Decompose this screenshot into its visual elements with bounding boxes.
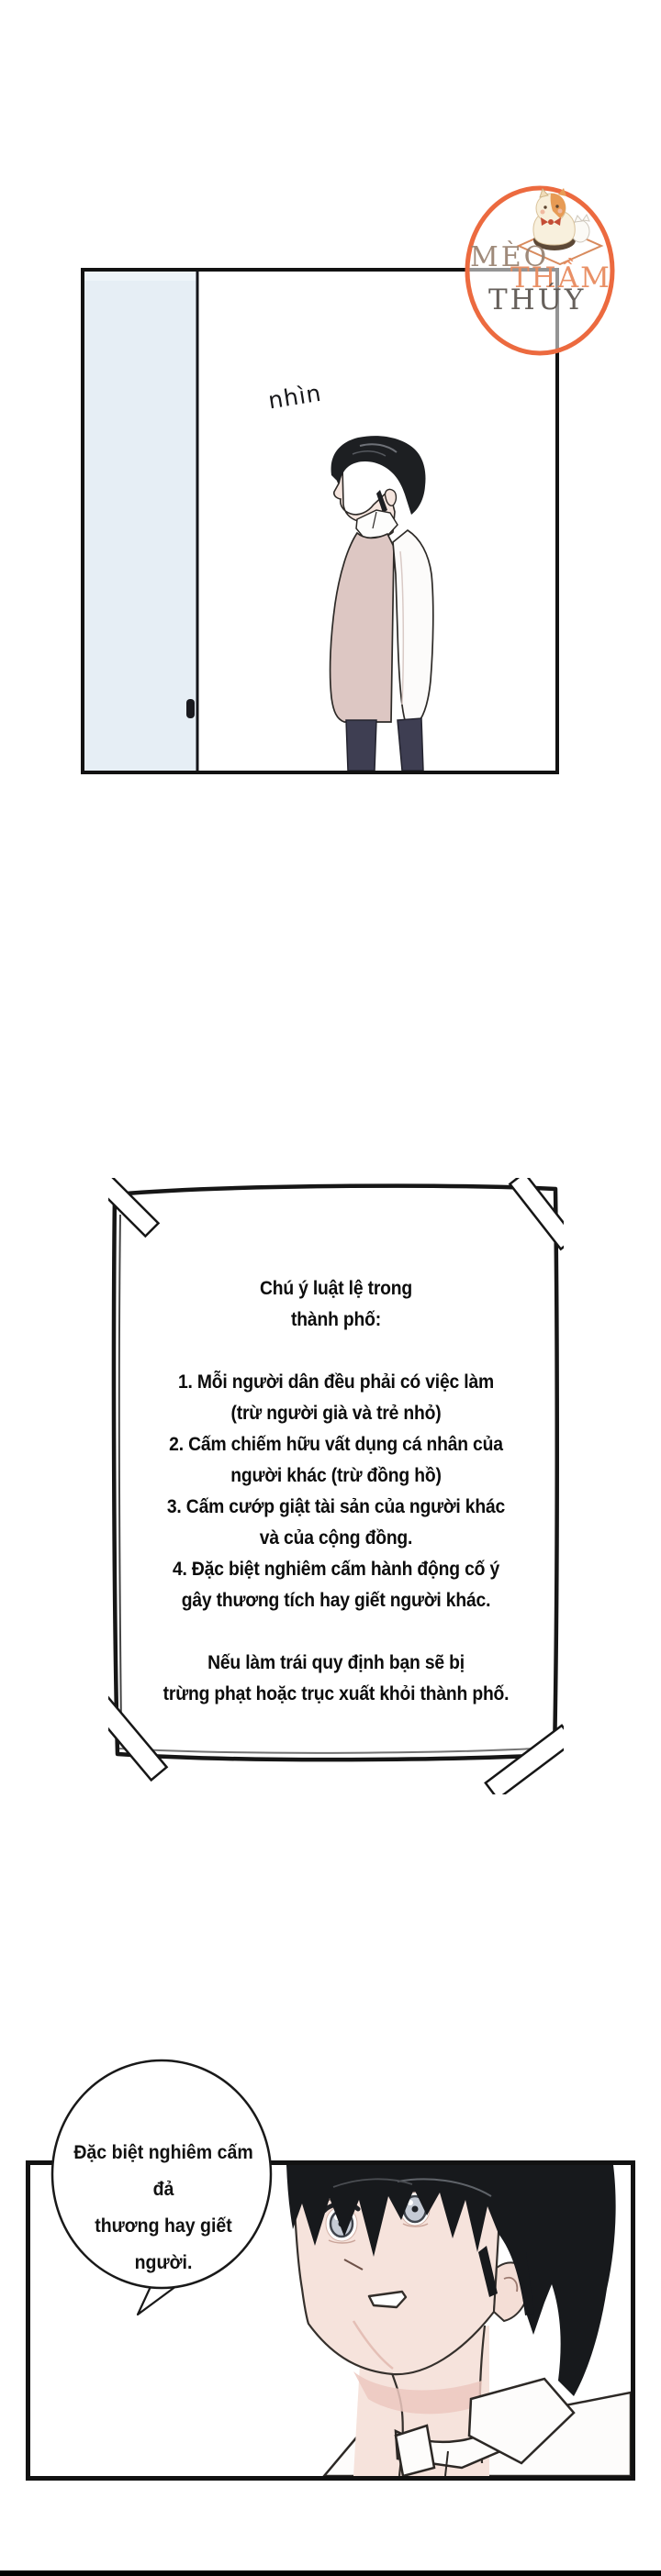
- poster-rule: 2. Cấm chiếm hữu vất dụng cá nhân của: [169, 1434, 503, 1455]
- bottom-divider-bar: [0, 2570, 661, 2576]
- speech-line1: Đặc biệt nghiêm cấm đả: [73, 2142, 253, 2200]
- sfx-nhin: nhìn: [266, 379, 324, 415]
- poster-rule: và của cộng đồng.: [259, 1527, 413, 1549]
- poster-title-line2: thành phố:: [291, 1309, 381, 1330]
- speech-line2: thương hay giết người.: [95, 2215, 232, 2273]
- rules-poster: [108, 1178, 564, 1794]
- speech-text: [64, 2135, 263, 2282]
- door: [84, 272, 196, 771]
- poster-text: [127, 1273, 545, 1710]
- door-handle: [186, 699, 195, 718]
- poster-rule: (trừ người già và trẻ nhỏ): [230, 1403, 442, 1424]
- watermark-word-3: THÚY: [488, 283, 587, 316]
- poster-title-line1: Chú ý luật lệ trong: [259, 1278, 413, 1299]
- poster-footer-line2: trừng phạt hoặc trục xuất khỏi thành phố.: [162, 1683, 510, 1704]
- poster-rule: người khác (trừ đồng hồ): [230, 1465, 442, 1486]
- standing-character: [330, 436, 433, 771]
- poster-rule: 4. Đặc biệt nghiêm cấm hành động cố ý: [172, 1559, 500, 1580]
- poster-rule: 3. Cấm cướp giật tài sản của người khác: [166, 1496, 506, 1517]
- watermark-word-1: MÈO: [470, 241, 550, 273]
- watermark-word-2: THẦM: [510, 261, 611, 294]
- speech-bubble: [48, 2058, 279, 2326]
- watermark-logo: [463, 183, 617, 358]
- closeup-character: [286, 2165, 631, 2476]
- poster-footer-line1: Nếu làm trái quy định bạn sẽ bị: [207, 1652, 465, 1673]
- poster-rule: 1. Mỗi người dân đều phải có việc làm: [177, 1371, 495, 1393]
- poster-rule: gây thương tích hay giết người khác.: [181, 1590, 491, 1611]
